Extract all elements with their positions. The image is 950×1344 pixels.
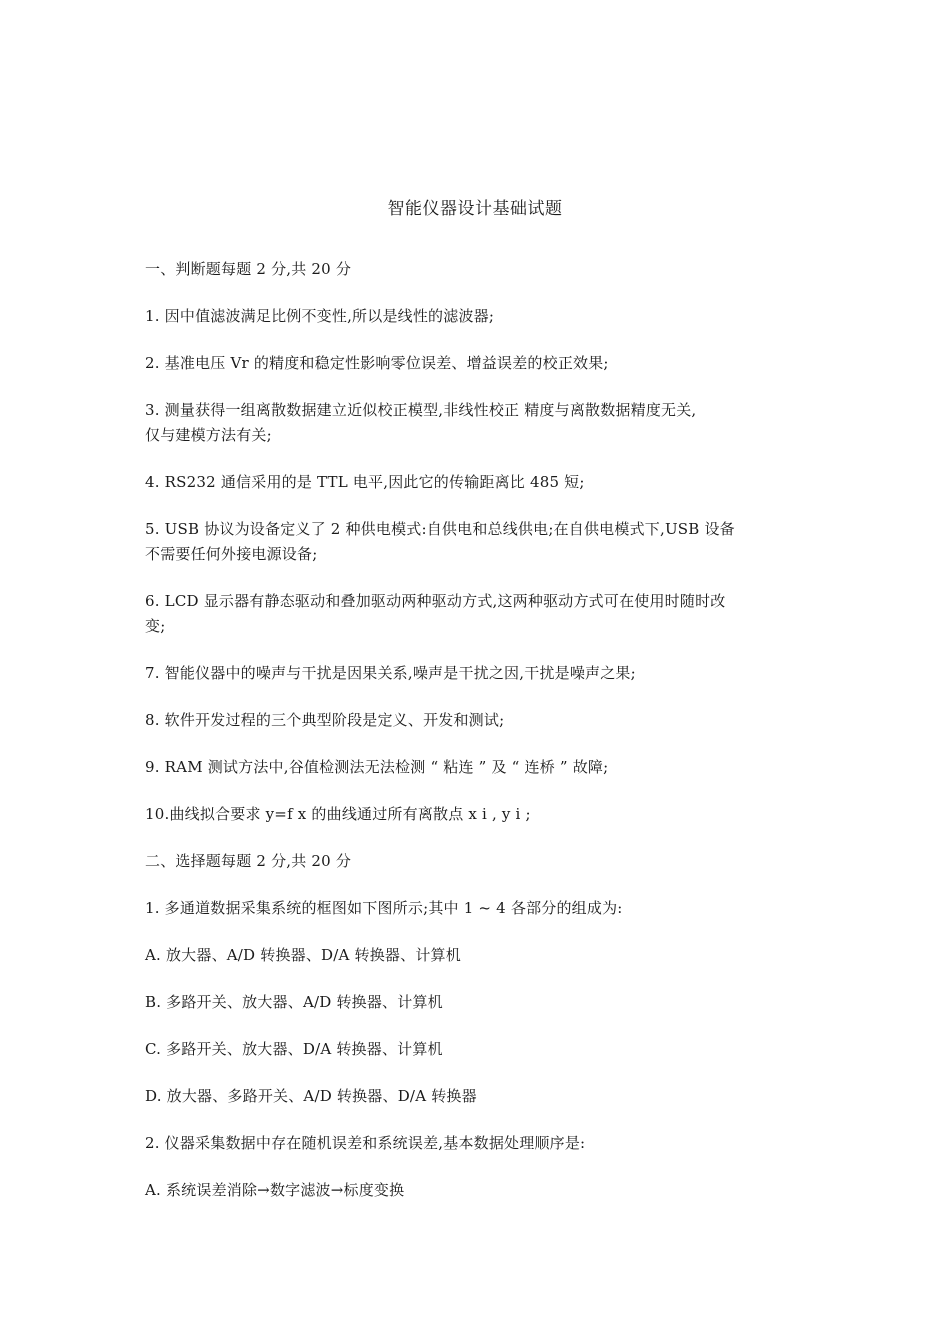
mc-question-1-stem: 1. 多通道数据采集系统的框图如下图所示;其中 1 ~ 4 各部分的组成为:	[145, 899, 623, 917]
mc-question-2-stem: 2. 仪器采集数据中存在随机误差和系统误差,基本数据处理顺序是:	[145, 1134, 586, 1152]
tf-question-1	[145, 304, 815, 329]
question-text: 1. 因中值滤波满足比例不变性,所以是线性的滤波器;	[145, 307, 495, 325]
question-text-continued: 仅与建模方法有关;	[145, 426, 272, 444]
question-text: 10.曲线拟合要求 y=f x 的曲线通过所有离散点 x i , y i ;	[145, 805, 531, 823]
tf-question-7	[145, 661, 815, 686]
document-title: 智能仪器设计基础试题	[387, 199, 563, 219]
tf-question-10	[145, 802, 815, 827]
question-text-continued: 变;	[145, 617, 166, 635]
mc-question-1-option-c: C. 多路开关、放大器、D/A 转换器、计算机	[145, 1040, 443, 1058]
question-text: 5. USB 协议为设备定义了 2 种供电模式:自供电和总线供电;在自供电模式下,USB 设备	[145, 520, 735, 538]
tf-question-5	[145, 517, 815, 567]
section2-heading: 二、选择题每题 2 分,共 20 分	[145, 852, 352, 870]
tf-question-3	[145, 398, 815, 448]
question-text: 2. 基准电压 Vr 的精度和稳定性影响零位误差、增益误差的校正效果;	[145, 354, 609, 372]
question-text: 6. LCD 显示器有静态驱动和叠加驱动两种驱动方式,这两种驱动方式可在使用时随时改	[145, 592, 726, 610]
question-text: 3. 测量获得一组离散数据建立近似校正模型,非线性校正 精度与离散数据精度无关,	[145, 401, 697, 419]
question-text: 7. 智能仪器中的噪声与干扰是因果关系,噪声是干扰之因,干扰是噪声之果;	[145, 664, 636, 682]
mc-question-1-option-b: B. 多路开关、放大器、A/D 转换器、计算机	[145, 993, 443, 1011]
tf-question-9	[145, 755, 815, 780]
tf-question-2	[145, 351, 815, 376]
section1-heading: 一、判断题每题 2 分,共 20 分	[145, 260, 352, 278]
tf-question-4	[145, 470, 815, 495]
question-text: 9. RAM 测试方法中,谷值检测法无法检测 “ 粘连 ” 及 “ 连桥 ” 故障;	[145, 758, 609, 776]
question-text: 4. RS232 通信采用的是 TTL 电平,因此它的传输距离比 485 短;	[145, 473, 585, 491]
tf-question-6	[145, 589, 815, 639]
question-text-continued: 不需要任何外接电源设备;	[145, 545, 318, 563]
mc-question-1-option-a: A. 放大器、A/D 转换器、D/A 转换器、计算机	[145, 946, 461, 964]
mc-question-2-option-a: A. 系统误差消除→数字滤波→标度变换	[145, 1181, 405, 1199]
question-text: 8. 软件开发过程的三个典型阶段是定义、开发和测试;	[145, 711, 505, 729]
tf-question-8	[145, 708, 815, 733]
mc-question-1-option-d: D. 放大器、多路开关、A/D 转换器、D/A 转换器	[145, 1087, 477, 1105]
